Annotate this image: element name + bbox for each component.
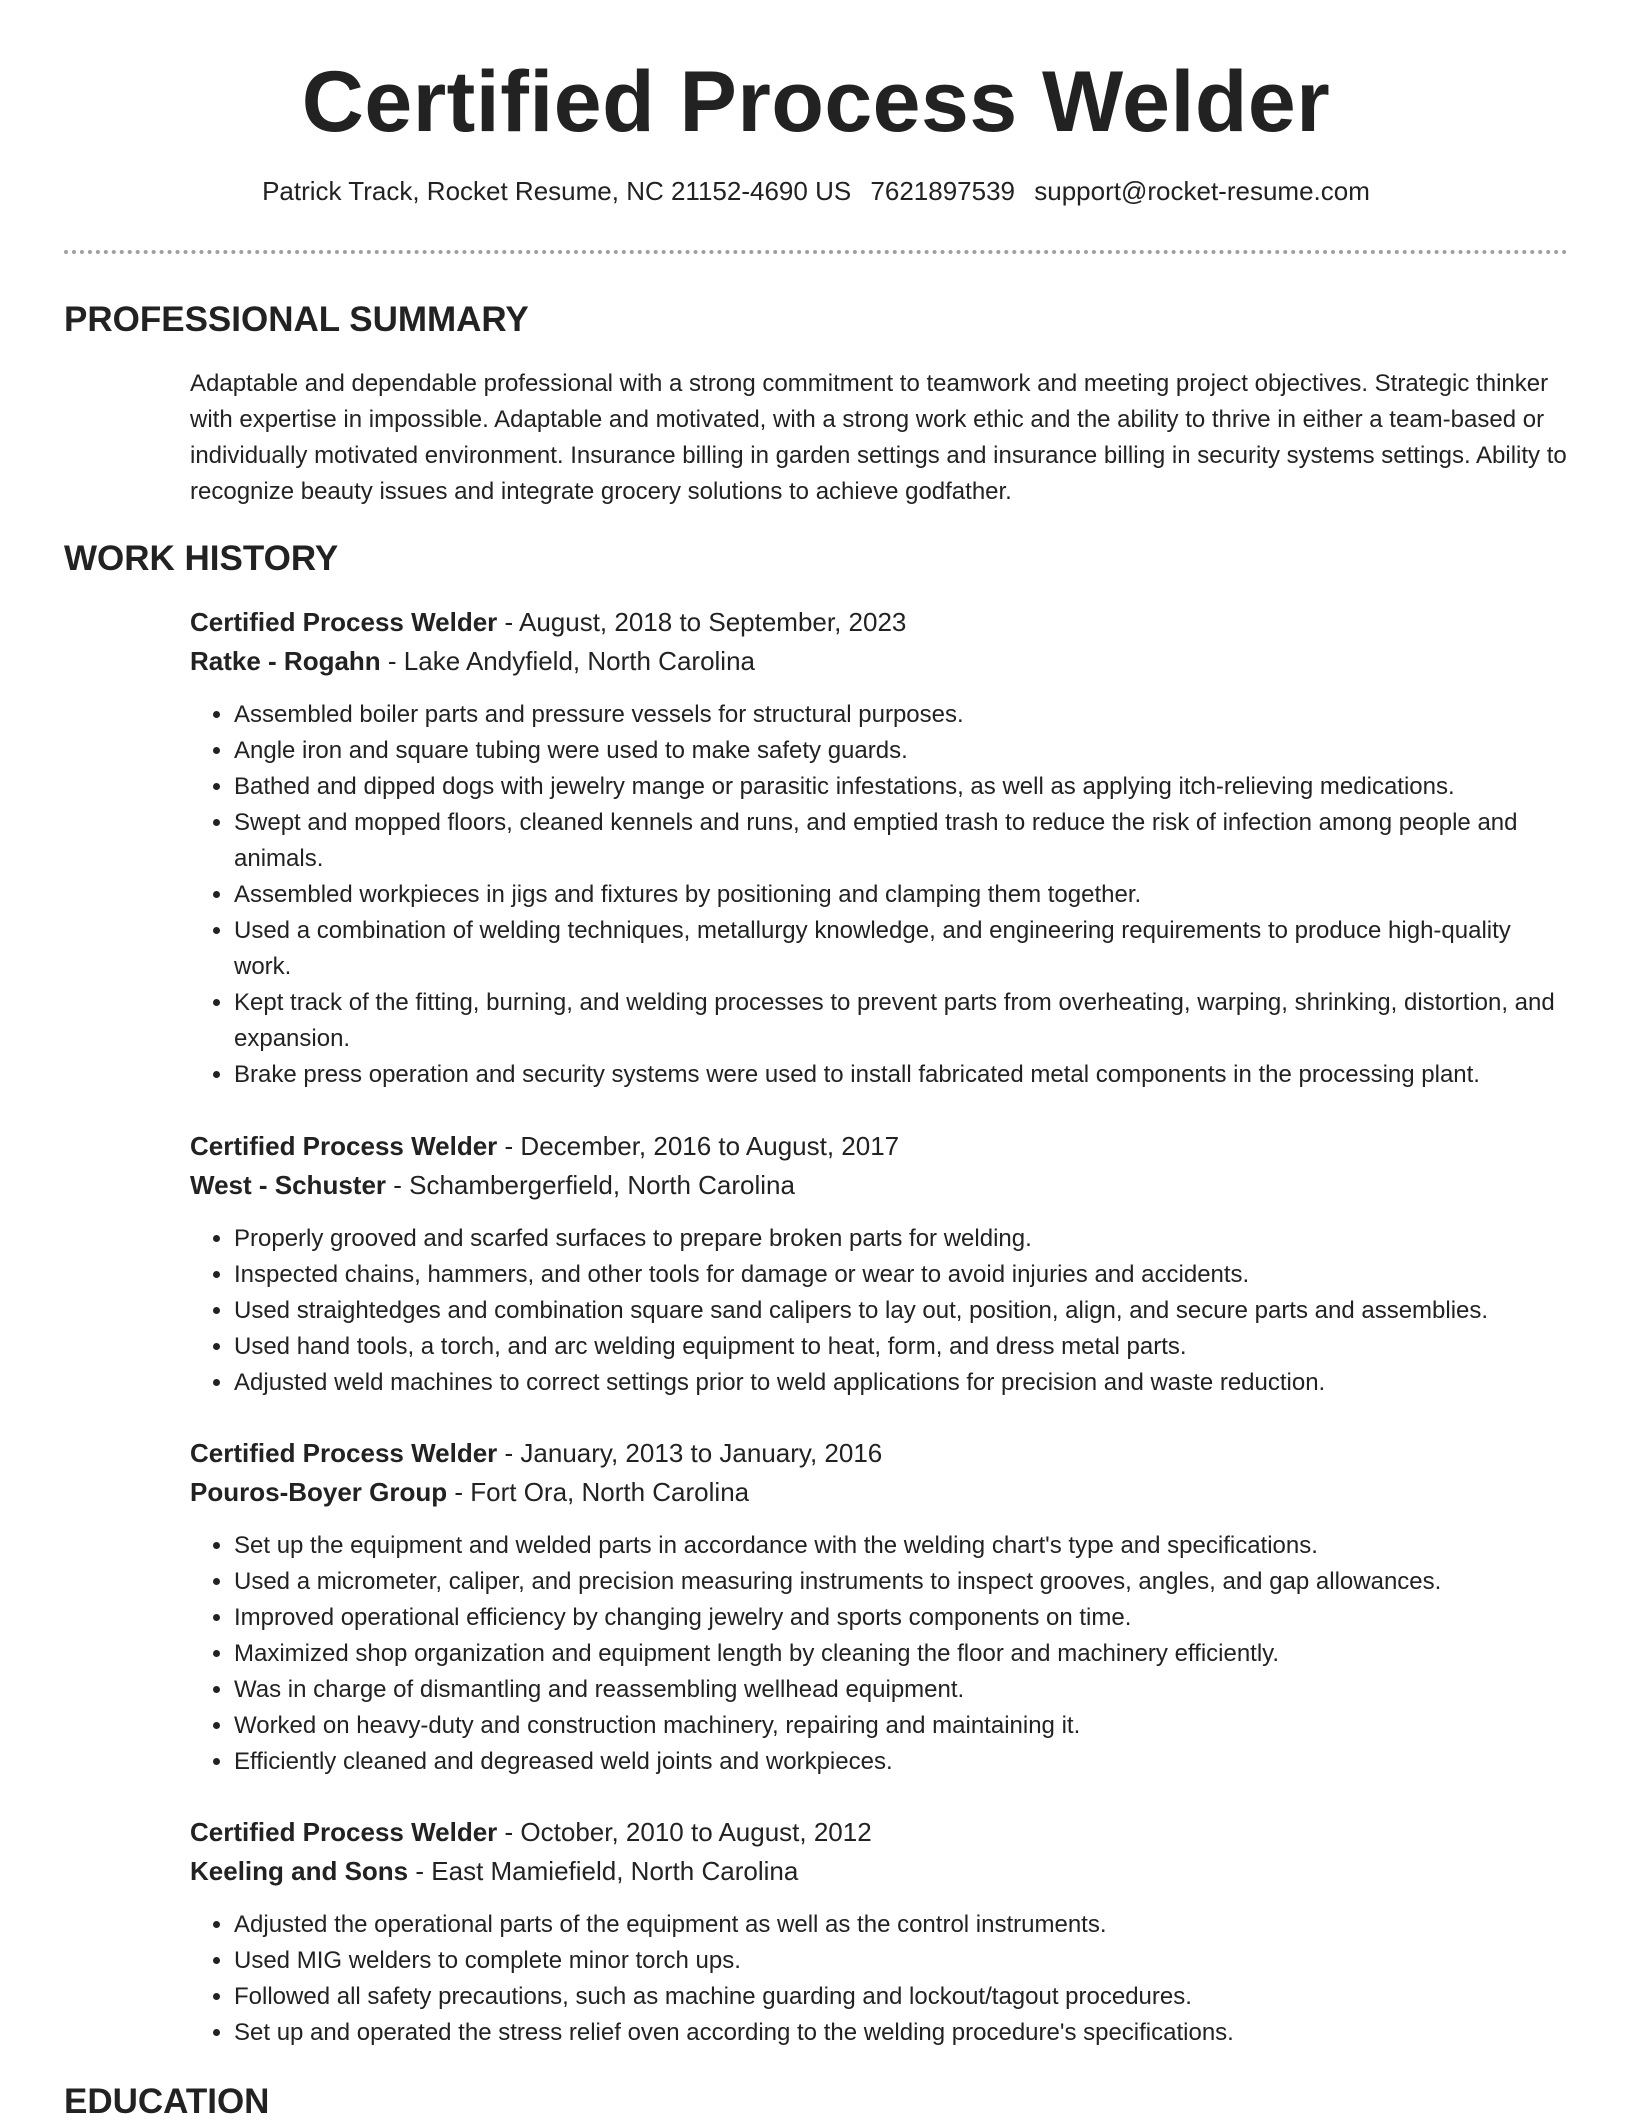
job-bullet: • Followed all safety precautions, such as machine guarding and lockout/tagout procedures. [234, 1979, 1568, 2015]
job-bullet: • Bathed and dipped dogs with jewelry mange or parasitic infestations, as well as applying itch-relieving medications. [234, 769, 1568, 805]
job-entry [190, 1127, 1568, 1401]
summary-heading: PROFESSIONAL SUMMARY [64, 300, 529, 339]
summary-text: Adaptable and dependable professional with a strong commitment to teamwork and meeting project objectives. Strategic thinker with expertise in impossible. Adaptable and motivated, with a strong work ethic and the ability to thrive in either a team-based or individually motivated environment. Insurance billing in garden settings and insurance billing in security systems settings. Ability to recognize beauty issues and integrate grocery solutions to achieve godfather. [190, 370, 1567, 505]
job-title-line [190, 603, 1568, 642]
job-bullets [190, 1907, 1568, 2051]
job-entry [190, 1813, 1568, 2051]
job-entry [190, 1434, 1568, 1780]
job-bullet: • Set up the equipment and welded parts in accordance with the welding chart's type and specifications. [234, 1528, 1568, 1564]
job-company-line [190, 642, 1568, 681]
job-bullet: • Used hand tools, a torch, and arc welding equipment to heat, form, and dress metal parts. [234, 1329, 1568, 1365]
job-bullets [190, 697, 1568, 1093]
job-bullets [190, 1528, 1568, 1780]
job-bullet: • Kept track of the fitting, burning, and welding processes to prevent parts from overheating, warping, shrinking, distortion, and expansion. [234, 985, 1568, 1057]
job-title: Certified Process Welder [190, 1438, 498, 1468]
job-bullet: • Angle iron and square tubing were used to make safety guards. [234, 733, 1568, 769]
job-company-line [190, 1852, 1568, 1891]
contact-phone: 7621897539 [870, 176, 1016, 206]
job-bullet: • Inspected chains, hammers, and other tools for damage or wear to avoid injuries and accidents. [234, 1257, 1568, 1293]
job-bullet: • Used a combination of welding techniques, metallurgy knowledge, and engineering requirements to produce high-quality work. [234, 913, 1568, 985]
job-title-line [190, 1813, 1568, 1852]
job-title: Certified Process Welder [190, 1131, 498, 1161]
job-bullet: • Efficiently cleaned and degreased weld joints and workpieces. [234, 1744, 1568, 1780]
job-bullet: • Was in charge of dismantling and reassembling wellhead equipment. [234, 1672, 1568, 1708]
job-location: - Fort Ora, North Carolina [447, 1477, 750, 1507]
job-bullet: • Worked on heavy-duty and construction machinery, repairing and maintaining it. [234, 1708, 1568, 1744]
job-bullet: • Used MIG welders to complete minor torch ups. [234, 1943, 1568, 1979]
job-bullet: • Maximized shop organization and equipment length by cleaning the floor and machinery efficiently. [234, 1636, 1568, 1672]
job-bullet: • Used straightedges and combination square sand calipers to lay out, position, align, and secure parts and assemblies. [234, 1293, 1568, 1329]
contact-email: support@rocket-resume.com [1034, 176, 1370, 206]
contact-line [64, 176, 1568, 206]
job-bullet: • Set up and operated the stress relief oven according to the welding procedure's specifications. [234, 2015, 1568, 2051]
job-dates: - January, 2013 to January, 2016 [497, 1438, 883, 1468]
job-dates: - December, 2016 to August, 2017 [497, 1131, 900, 1161]
contact-address: Patrick Track, Rocket Resume, NC 21152-4690 US [262, 176, 852, 206]
job-company: West - Schuster [190, 1170, 387, 1200]
job-bullet: • Adjusted weld machines to correct settings prior to weld applications for precision and waste reduction. [234, 1365, 1568, 1401]
job-bullet: • Properly grooved and scarfed surfaces to prepare broken parts for welding. [234, 1221, 1568, 1257]
job-title: Certified Process Welder [190, 1817, 498, 1847]
job-title-line [190, 1434, 1568, 1473]
job-bullet: • Adjusted the operational parts of the equipment as well as the control instruments. [234, 1907, 1568, 1943]
job-location: - East Mamiefield, North Carolina [408, 1856, 799, 1886]
job-entry [190, 603, 1568, 1093]
job-bullet: • Used a micrometer, caliper, and precision measuring instruments to inspect grooves, angles, and gap allowances. [234, 1564, 1568, 1600]
education-heading: EDUCATION [64, 2082, 270, 2121]
job-dates: - August, 2018 to September, 2023 [497, 607, 907, 637]
work-history-heading: WORK HISTORY [64, 539, 339, 578]
job-company: Keeling and Sons [190, 1856, 409, 1886]
job-company-line [190, 1166, 1568, 1205]
job-company: Ratke - Rogahn [190, 646, 381, 676]
job-bullet: • Improved operational efficiency by changing jewelry and sports components on time. [234, 1600, 1568, 1636]
job-dates: - October, 2010 to August, 2012 [497, 1817, 872, 1847]
header-divider [64, 250, 1568, 254]
job-company: Pouros-Boyer Group [190, 1477, 448, 1507]
resume-page [64, 0, 1568, 2121]
job-bullet: • Assembled boiler parts and pressure vessels for structural purposes. [234, 697, 1568, 733]
job-location: - Schambergerfield, North Carolina [386, 1170, 795, 1200]
job-company-line [190, 1473, 1568, 1512]
job-bullet: • Assembled workpieces in jigs and fixtures by positioning and clamping them together. [234, 877, 1568, 913]
job-location: - Lake Andyfield, North Carolina [380, 646, 755, 676]
job-title: Certified Process Welder [190, 607, 498, 637]
job-bullets [190, 1221, 1568, 1401]
resume-name: Certified Process Welder [301, 54, 1331, 150]
job-bullet: • Brake press operation and security systems were used to install fabricated metal components in the processing plant. [234, 1057, 1568, 1093]
job-title-line [190, 1127, 1568, 1166]
job-bullet: • Swept and mopped floors, cleaned kennels and runs, and emptied trash to reduce the risk of infection among people and animals. [234, 805, 1568, 877]
